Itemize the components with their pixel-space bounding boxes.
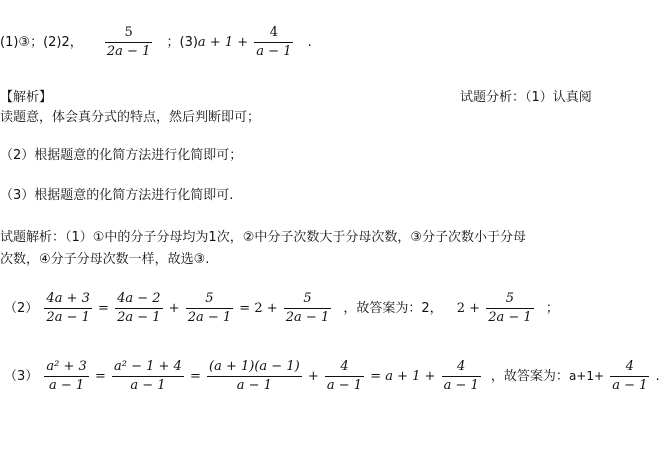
equals-sign: =	[98, 301, 109, 316]
analysis-intro-right: 试题分析：（1）认真阅	[460, 90, 592, 105]
fraction-4-over-a-1	[254, 24, 293, 61]
equals-two-plus: = 2 +	[239, 301, 278, 316]
eq3-expression: a + 1 +	[385, 369, 436, 384]
eq3-fraction-b	[112, 358, 184, 395]
eq3-fraction-a	[44, 358, 88, 395]
numerator: 4	[610, 358, 649, 377]
denominator: 2a − 1	[187, 310, 232, 325]
solution-line2: 次数，④分子分母次数一样，故选③.	[0, 252, 210, 267]
answer-separator: ；(3)	[166, 35, 198, 50]
numerator: 5	[186, 290, 233, 309]
eq3-fraction-c	[207, 358, 302, 395]
numerator: 4	[325, 358, 364, 377]
numerator: a² + 3	[44, 358, 88, 377]
equals-sign: =	[370, 369, 382, 384]
eq3-fraction-d	[325, 358, 364, 395]
eq2-answer-prefix: 2 +	[456, 301, 481, 316]
denominator: a − 1	[326, 378, 363, 393]
answer-line	[0, 24, 312, 61]
eq2-fraction-b	[115, 290, 162, 327]
numerator: a² − 1 + 4	[112, 358, 184, 377]
numerator: 4a + 3	[44, 290, 91, 309]
denominator: a − 1	[236, 378, 272, 393]
equals-sign: =	[189, 369, 201, 384]
eq2-answer-text: ，故答案为：2，	[343, 301, 443, 316]
denominator: a − 1	[612, 378, 648, 393]
numerator: 5	[486, 290, 533, 309]
denominator: 2a − 1	[46, 310, 90, 325]
denominator: a − 1	[443, 378, 479, 393]
denominator: 2a − 1	[488, 310, 532, 325]
equation-3	[4, 358, 660, 395]
denominator: a − 1	[256, 44, 292, 59]
eq2-fraction-a	[44, 290, 91, 327]
numerator: 5	[284, 290, 331, 309]
numerator: 4a − 2	[115, 290, 162, 309]
eq3-answer-text: ，故答案为：	[490, 369, 569, 384]
answer-part1: (1)③；(2)2，	[0, 35, 83, 50]
eq2-end: ；	[545, 301, 559, 316]
analysis-line2: 读题意，体会真分式的特点，然后判断即可；	[0, 110, 261, 125]
plus-sign: +	[307, 369, 319, 384]
eq3-answer-prefix: a+1+	[568, 369, 605, 383]
equation-3-label: （3）	[4, 369, 39, 384]
eq3-fraction-f	[610, 358, 649, 395]
eq2-fraction-d	[284, 290, 331, 327]
denominator: a − 1	[130, 378, 166, 393]
answer-end: .	[307, 35, 312, 50]
numerator: 4	[254, 24, 293, 43]
equation-2	[4, 290, 559, 327]
equals-sign: =	[94, 369, 106, 384]
equation-2-label: （2）	[4, 301, 39, 316]
plus-sign: +	[168, 301, 180, 316]
eq3-fraction-e	[442, 358, 481, 395]
numerator: 4	[442, 358, 481, 377]
eq2-fraction-c	[186, 290, 233, 327]
denominator: a − 1	[49, 378, 85, 393]
numerator: 5	[105, 24, 152, 43]
analysis-item-2: （2）根据题意的化简方法进行化简即可；	[0, 148, 243, 163]
solution-line1: 试题解析：（1）①中的分子分母均为1次，②中分子次数大于分母次数，③分子次数小于分母	[0, 230, 527, 245]
denominator: 2a − 1	[285, 310, 330, 325]
denominator: 2a − 1	[117, 310, 161, 325]
answer-expression: a + 1 +	[197, 35, 249, 50]
numerator: (a + 1)(a − 1)	[207, 358, 302, 377]
denominator: 2a − 1	[106, 44, 151, 59]
fraction-5-over-2a-1	[105, 24, 152, 61]
analysis-header: 【解析】	[0, 90, 53, 105]
analysis-item-3: （3）根据题意的化简方法进行化简即可.	[0, 188, 234, 203]
eq2-fraction-e	[486, 290, 533, 327]
eq3-end: .	[655, 369, 660, 384]
